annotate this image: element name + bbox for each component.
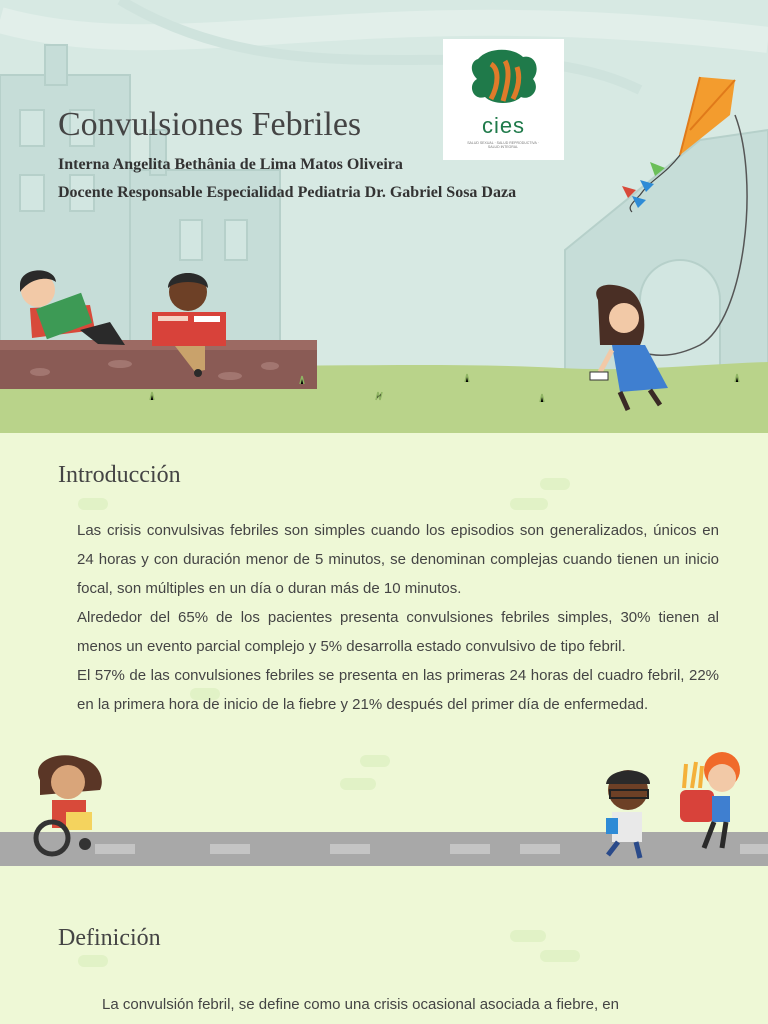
intro-paragraph: Alrededor del 65% de los pacientes presenta convulsiones febriles simples, 30% tienen al menos un evento parcial complejo y 5% desarrolla estado convulsivo de tipo febril.: [77, 609, 719, 655]
intro-paragraph: Las crisis convulsivas febriles son simples cuando los episodios son generalizados, únicos en 24 horas y con duración menor de 5 minutos, se denominan complejas cuando tienen un inicio focal, son múltiples en un día o duran más de 10 minutos.: [77, 522, 719, 597]
tree-logo-icon: [443, 39, 564, 119]
cies-logo: [443, 39, 564, 160]
intro-paragraph: El 57% de las convulsiones febriles se presenta en las primeras 24 horas del cuadro febril, 22% en la primera hora de inicio de la fiebre y 21% después del primer día de enfermedad.: [77, 667, 719, 713]
logo-tagline: SALUD SEXUAL · SALUD REPRODUCTIVA · SALUD INTEGRAL: [467, 141, 539, 149]
background-dash: [510, 930, 546, 942]
banner-illustration: [0, 0, 768, 433]
introduccion-body: [77, 516, 719, 719]
definicion-heading: Definición: [58, 925, 161, 951]
supervisor-line: Docente Responsable Especialidad Pediatria Dr. Gabriel Sosa Daza: [58, 184, 517, 201]
sky-swirl: [0, 20, 768, 40]
road-illustration: [0, 740, 768, 870]
background-dash: [510, 498, 548, 510]
background-dash: [78, 498, 108, 510]
logo-wordmark: cies: [481, 113, 526, 138]
introduccion-heading: Introducción: [58, 462, 181, 488]
title-banner: [0, 0, 768, 433]
arch-building-icon: [565, 130, 768, 380]
background-dash: [540, 478, 570, 490]
author-line: Interna Angelita Bethânia de Lima Matos Oliveira: [58, 156, 403, 173]
stone-wall: [0, 340, 317, 389]
definicion-text: La convulsión febril, se define como una crisis ocasional asociada a fiebre, en: [102, 996, 619, 1013]
background-dash: [540, 950, 580, 962]
background-dash: [78, 955, 108, 967]
presentation-title: Convulsiones Febriles: [58, 106, 362, 143]
